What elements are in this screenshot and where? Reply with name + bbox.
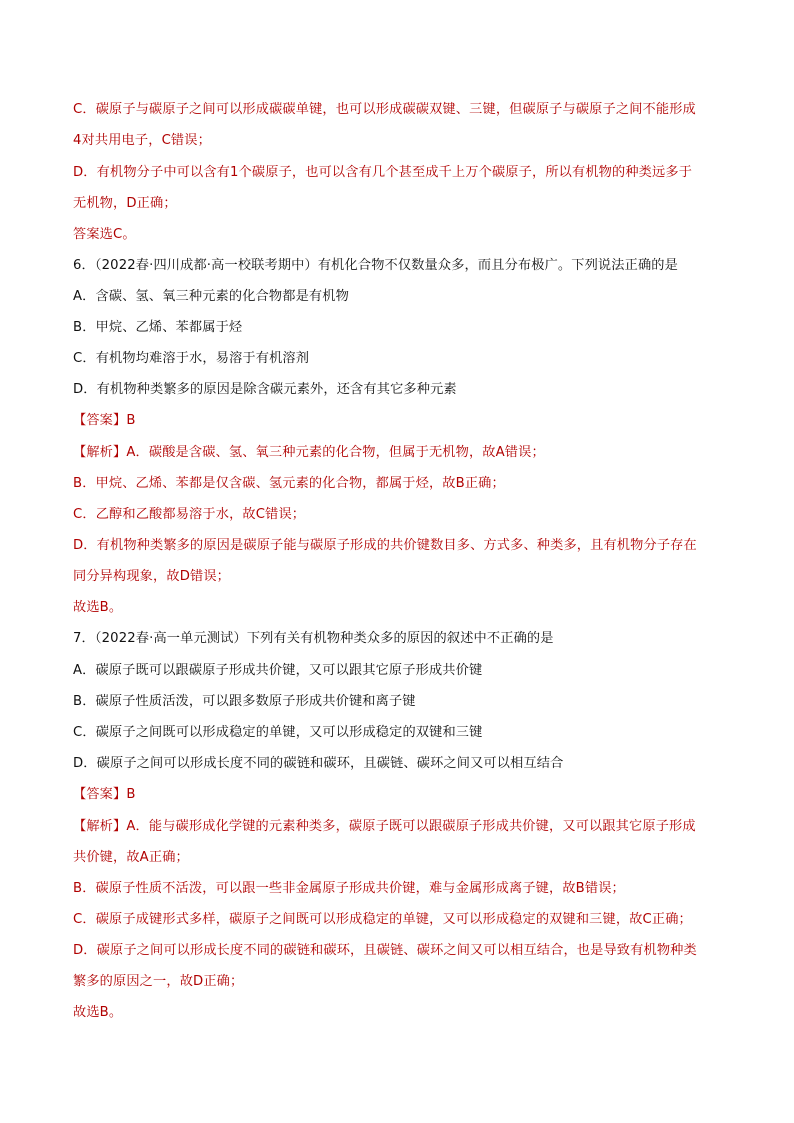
question-6-analysis-d: D．有机物种类繁多的原因是碳原子能与碳原子形成的共价键数目多、方式多、种类多，且有机物分子存在 <box>73 538 697 553</box>
question-6-option-c: C．有机物均难溶于水，易溶于有机溶剂 <box>73 351 310 366</box>
question-7-conclusion: 故选B。 <box>73 1005 123 1020</box>
question-6-stem: 6．（2022春·四川成都·高一校联考期中）有机化合物不仅数量众多，而且分布极广。下列说法正确的是 <box>73 258 678 273</box>
question-7-analysis-d: D．碳原子之间可以形成长度不同的碳链和碳环，且碳链、碳环之间又可以相互结合，也是导致有机物种类 <box>73 943 697 958</box>
question-6-analysis-b: B．甲烷、乙烯、苯都是仅含碳、氢元素的化合物，都属于烃，故B正确； <box>73 476 505 491</box>
question-6-option-b: B．甲烷、乙烯、苯都属于烃 <box>73 320 243 335</box>
question-6-option-a: A．含碳、氢、氧三种元素的化合物都是有机物 <box>73 289 349 304</box>
question-6-analysis-d-cont: 同分异构现象，故D错误； <box>73 569 231 584</box>
question-6-analysis-c: C．乙醇和乙酸都易溶于水，故C错误； <box>73 507 306 522</box>
question-7-option-b: B．碳原子性质活泼，可以跟多数原子形成共价键和离子键 <box>73 694 416 709</box>
question-7-analysis-a-cont: 共价键，故A正确； <box>73 850 189 865</box>
question-7-analysis-d-cont: 繁多的原因之一，故D正确； <box>73 974 244 989</box>
question-7-option-d: D．碳原子之间可以形成长度不同的碳链和碳环，且碳链、碳环之间又可以相互结合 <box>73 756 564 771</box>
question-7-analysis-b: B．碳原子性质不活泼，可以跟一些非金属原子形成共价键，难与金属形成离子键，故B错误； <box>73 881 625 896</box>
question-7-option-c: C．碳原子之间既可以形成稳定的单键，又可以形成稳定的双键和三键 <box>73 725 483 740</box>
question-7-option-a: A．碳原子既可以跟碳原子形成共价键，又可以跟其它原子形成共价键 <box>73 663 483 678</box>
question-6-answer: 【答案】B <box>73 413 136 428</box>
question-7-analysis-c: C．碳原子成键形式多样，碳原子之间既可以形成稳定的单键，又可以形成稳定的双键和三键，故C正确； <box>73 912 692 927</box>
explanation-line-d-cont: 无机物，D正确； <box>73 196 177 211</box>
explanation-line-c-cont: 4对共用电子，C错误； <box>73 133 211 148</box>
answer-conclusion: 答案选C。 <box>73 227 136 242</box>
explanation-line-d: D．有机物分子中可以含有1个碳原子，也可以含有几个甚至成千上万个碳原子，所以有机物的种类远多于 <box>73 165 693 180</box>
question-6-analysis-a: 【解析】A．碳酸是含碳、氢、氧三种元素的化合物，但属于无机物，故A错误； <box>73 445 545 460</box>
question-7-analysis-a: 【解析】A．能与碳形成化学键的元素种类多，碳原子既可以跟碳原子形成共价键，又可以跟其它原子形成 <box>73 819 696 834</box>
question-6-option-d: D．有机物种类繁多的原因是除含碳元素外，还含有其它多种元素 <box>73 382 457 397</box>
question-7-stem: 7．（2022春·高一单元测试）下列有关有机物种类众多的原因的叙述中不正确的是 <box>73 631 554 646</box>
question-7-answer: 【答案】B <box>73 787 136 802</box>
question-6-conclusion: 故选B。 <box>73 600 123 615</box>
explanation-line-c: C．碳原子与碳原子之间可以形成碳碳单键，也可以形成碳碳双键、三键，但碳原子与碳原子之间不能形成 <box>73 102 696 117</box>
